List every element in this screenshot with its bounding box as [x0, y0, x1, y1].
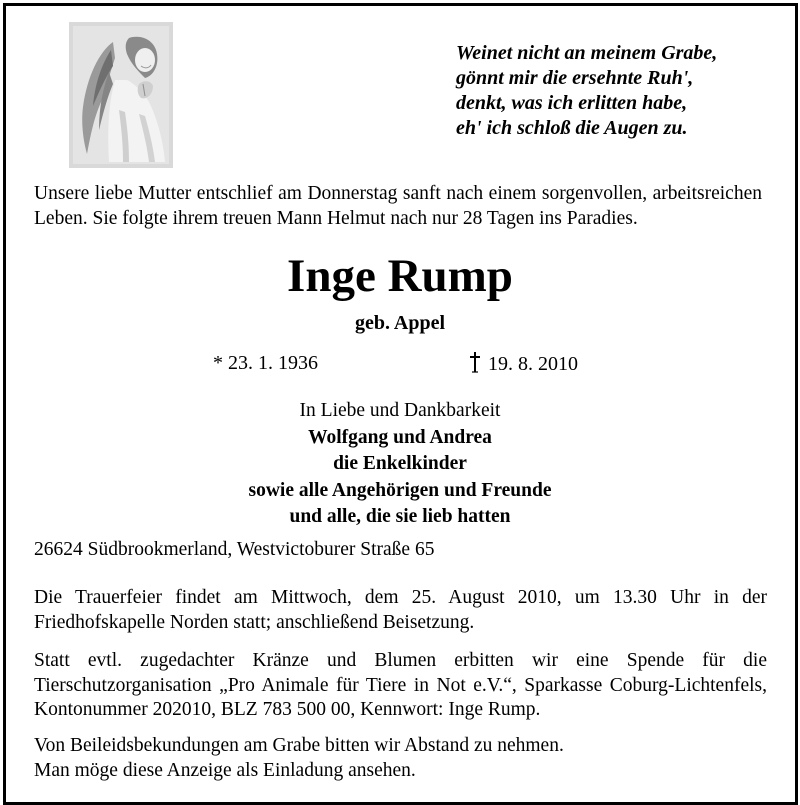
announcement-text — [34, 182, 762, 231]
closing-line: Man möge diese Anzeige als Einladung ansehen. — [34, 759, 416, 781]
announcement-paragraph: Unsere liebe Mutter entschlief am Donnerstag sanft nach einem sorgenvollen, arbeitsreichen Leben. Sie folgte ihrem treuen Mann Helmut nach nur 28 Tagen ins Paradies. — [34, 183, 762, 229]
closing-notice — [34, 734, 767, 783]
praying-angel-image — [69, 22, 173, 168]
mourner-line: und alle, die sie lieb hatten — [289, 506, 511, 527]
funeral-paragraph: Die Trauerfeier findet am Mittwoch, dem 25. August 2010, um 13.30 Uhr in der Friedhofskapelle Norden statt; anschließend Beisetzung. — [34, 587, 767, 633]
deceased-name: Inge Rump — [287, 250, 513, 302]
donation-notice — [34, 649, 767, 723]
closing-line: Von Beileidsbekundungen am Grabe bitten wir Abstand zu nehmen. — [34, 735, 564, 756]
mourner-line: die Enkelkinder — [333, 453, 467, 474]
donation-paragraph: Statt evtl. zugedachter Kränze und Blumen erbitten wir eine Spende für die Tierschutzorganisation „Pro Animale für Tiere in Not e.V.“, Sparkasse Coburg-Lichtenfels, Kontonummer 202010, BLZ 783 500 00, Kennwort: Inge Rump. — [34, 650, 767, 720]
poem-line: denkt, was ich erlitten habe, — [456, 92, 688, 114]
death-date-row — [468, 351, 578, 376]
maiden-name: geb. Appel — [354, 312, 446, 334]
latin-cross-icon — [468, 351, 482, 373]
funeral-notice — [34, 586, 767, 635]
mourners-intro: In Liebe und Dankbarkeit — [299, 400, 501, 421]
poem-line: eh' ich schloß die Augen zu. — [456, 117, 688, 139]
death-date: 19. 8. 2010 — [488, 353, 578, 375]
family-address: 26624 Südbrookmerland, Westvictoburer Straße 65 — [34, 539, 435, 560]
mourner-line: sowie alle Angehörigen und Freunde — [248, 479, 552, 501]
poem-line: Weinet nicht an meinem Grabe, — [456, 42, 718, 64]
birth-date: * 23. 1. 1936 — [213, 352, 318, 374]
memorial-poem — [456, 41, 776, 141]
mourner-line: Wolfgang und Andrea — [308, 426, 492, 448]
poem-line: gönnt mir die ersehnte Ruh', — [456, 67, 694, 89]
mourners-block — [0, 398, 800, 531]
